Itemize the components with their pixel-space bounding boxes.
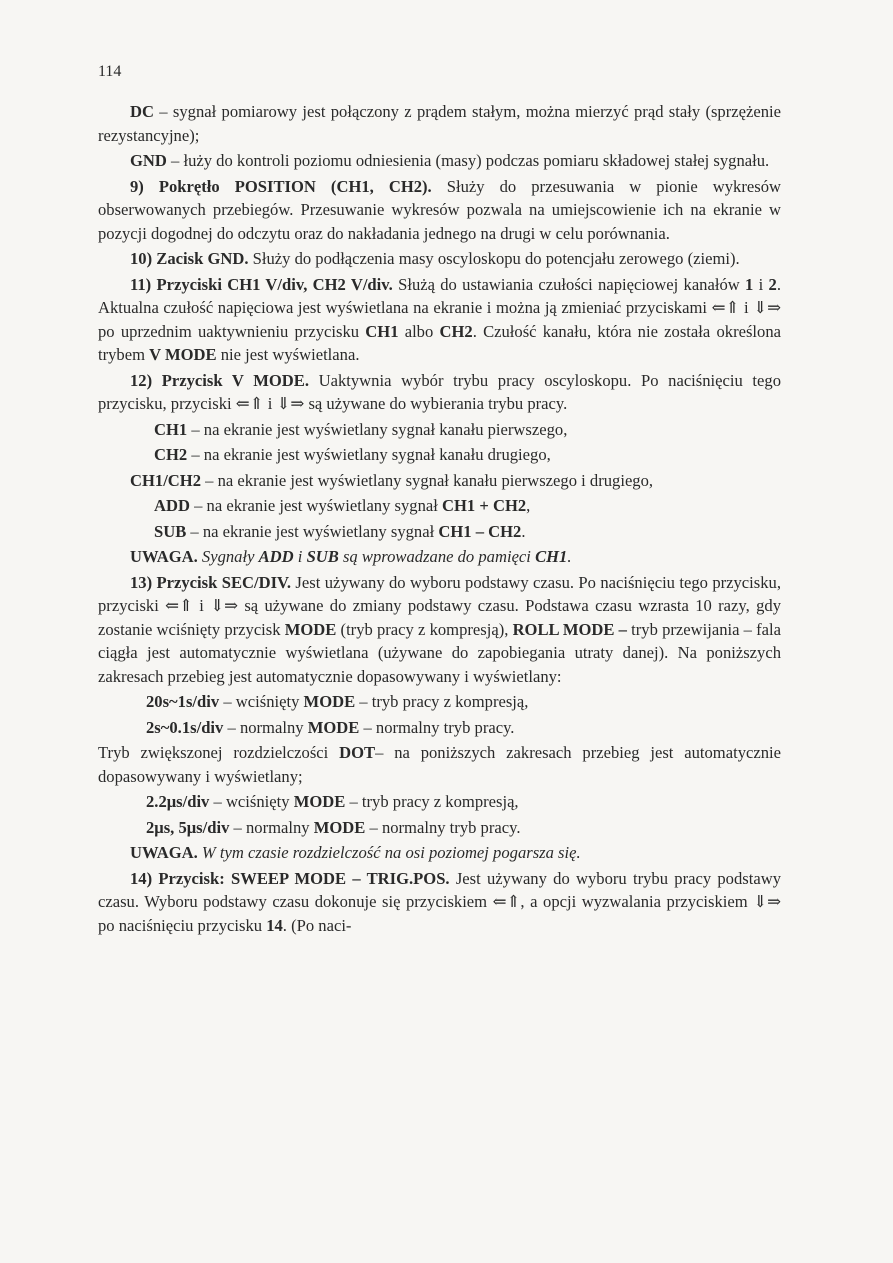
- paragraph: [98, 418, 781, 442]
- paragraph: [98, 520, 781, 544]
- emphasis-run: CH1 + CH2: [442, 496, 527, 515]
- emphasis-run: Sygnały: [201, 547, 259, 566]
- paragraph: [98, 716, 781, 740]
- text-run: Jest używany do wyboru trybu pracy podstawy czasu. Wyboru podstawy czasu dokonuje się przyciskiem ⇐⇑, a opcji wyzwalania przyciskiem ⇓⇒ po naciśnięciu przycisku: [98, 868, 781, 935]
- text-run: – na poniższych zakresach przebieg jest automatycznie dopasowywany i wyświetlany;: [98, 743, 781, 786]
- paragraph: [98, 790, 781, 814]
- emphasis-run: DOT: [339, 743, 376, 762]
- emphasis-run: 1: [745, 274, 754, 294]
- text-run: (tryb pracy z kompresją),: [336, 619, 513, 639]
- paragraph: [98, 469, 781, 493]
- text-run: – wciśnięty: [209, 792, 294, 811]
- text-run: . (Po naci-: [282, 915, 352, 935]
- emphasis-run: CH1/CH2: [130, 470, 201, 490]
- paragraph: [98, 247, 781, 271]
- text-run: – na ekranie jest wyświetlany sygnał kanału pierwszego i drugiego,: [201, 470, 654, 490]
- text-run: i: [753, 274, 769, 294]
- text-run: nie jest wyświetlana.: [216, 345, 360, 364]
- emphasis-run: CH2: [154, 445, 188, 464]
- emphasis-run: 2.2μs/div: [146, 792, 210, 811]
- emphasis-run: MODE: [284, 619, 337, 639]
- emphasis-run: CH2: [439, 321, 473, 341]
- text-run: Służy do podłączenia masy oscyloskopu do potencjału zerowego (ziemi).: [248, 249, 740, 268]
- emphasis-run: CH1: [154, 419, 188, 439]
- text-run: – na ekranie jest wyświetlany sygnał: [186, 521, 439, 541]
- paragraph: [98, 545, 781, 569]
- text-run: – normalny tryb pracy.: [359, 717, 515, 737]
- emphasis-run: CH1: [535, 547, 568, 566]
- emphasis-run: i: [293, 547, 307, 566]
- text-run: – sygnał pomiarowy jest połączony z prądem stałym, można mierzyć prąd stały (sprzężenie rezystancyjne);: [98, 102, 781, 145]
- emphasis-run: MODE: [307, 717, 360, 737]
- emphasis-run: 10) Zacisk GND.: [130, 249, 249, 268]
- emphasis-run: 2s~0.1s/div: [146, 717, 224, 737]
- paragraph: [98, 443, 781, 467]
- emphasis-run: 14) Przycisk: SWEEP MODE – TRIG.POS.: [130, 868, 450, 888]
- text-run: – wciśnięty: [219, 692, 304, 711]
- emphasis-run: 2: [768, 274, 777, 294]
- emphasis-run: 2μs, 5μs/div: [146, 817, 230, 837]
- text-run: – na ekranie jest wyświetlany sygnał: [189, 496, 443, 515]
- emphasis-run: UWAGA.: [130, 843, 198, 862]
- paragraph: [98, 100, 781, 147]
- emphasis-run: 13) Przycisk SEC/DIV.: [130, 572, 292, 592]
- text-run: – na ekranie jest wyświetlany sygnał kanału pierwszego,: [187, 419, 568, 439]
- emphasis-run: 11) Przyciski CH1 V/div, CH2 V/div.: [130, 274, 393, 294]
- text-run: ,: [526, 496, 531, 515]
- text-run: – na ekranie jest wyświetlany sygnał kanału drugiego,: [187, 445, 551, 464]
- text-run: tryb przewijania – fala ciągła jest automatycznie wyświetlana (używane do zapobiegania utraty danej). Na poniższych zakresach przebieg jest automatycznie dopasowywany i wyświetlany:: [98, 619, 781, 686]
- text-run: – normalny: [229, 817, 314, 837]
- emphasis-run: W tym czasie rozdzielczość na osi poziomej pogarsza się.: [201, 843, 581, 862]
- emphasis-run: GND: [130, 151, 167, 170]
- text-run: Służą do ustawiania czułości napięciowej kanałów: [392, 274, 746, 294]
- emphasis-run: MODE: [293, 792, 346, 811]
- text-run: Tryb zwiększonej rozdzielczości: [98, 743, 340, 762]
- emphasis-run: CH1: [365, 321, 399, 341]
- text-run: – tryb pracy z kompresją,: [345, 792, 519, 811]
- emphasis-run: DC: [130, 102, 154, 121]
- emphasis-run: MODE: [303, 692, 356, 711]
- emphasis-run: MODE: [313, 817, 366, 837]
- emphasis-run: ROLL MODE –: [512, 619, 627, 639]
- page-number: 114: [98, 63, 122, 80]
- emphasis-run: 9) Pokrętło POSITION (CH1, CH2).: [130, 176, 432, 196]
- emphasis-run: ADD: [154, 496, 190, 515]
- emphasis-run: 14: [266, 915, 283, 935]
- emphasis-run: V MODE: [149, 345, 217, 364]
- paragraph: [98, 841, 781, 865]
- emphasis-run: 12) Przycisk V MODE.: [130, 370, 309, 390]
- text-run: – tryb pracy z kompresją,: [355, 692, 529, 711]
- text-run: . Czułość kanału, która nie została określona trybem: [98, 321, 781, 364]
- text-run: – normalny: [223, 717, 308, 737]
- text-run: . Aktualna czułość napięciowa jest wyświetlana na ekranie i można ją zmieniać przyciskami ⇐⇑ i ⇓⇒ po uprzednim uaktywnieniu przycisku: [98, 274, 781, 341]
- text-run: albo: [398, 321, 440, 341]
- emphasis-run: 20s~1s/div: [146, 692, 220, 711]
- emphasis-run: są wprowadzane do pamięci: [338, 547, 536, 566]
- paragraph: [98, 816, 781, 840]
- paragraph: [98, 571, 781, 689]
- page-body: [98, 100, 781, 939]
- paragraph: [98, 369, 781, 416]
- emphasis-run: ADD: [258, 547, 294, 566]
- emphasis-run: .: [567, 547, 572, 566]
- paragraph: [98, 690, 781, 714]
- text-run: Uaktywnia wybór trybu pracy oscyloskopu. Po naciśnięciu tego przycisku, przyciski ⇐⇑ i ⇓⇒ są używane do wybierania trybu pracy.: [98, 370, 781, 413]
- paragraph: [98, 175, 781, 246]
- emphasis-run: SUB: [306, 547, 339, 566]
- paragraph: [98, 149, 781, 173]
- text-run: – łuży do kontroli poziomu odniesienia (masy) podczas pomiaru składowej stałej sygnału.: [166, 151, 770, 170]
- paragraph: [98, 741, 781, 788]
- text-run: Służy do przesuwania w pionie wykresów obserwowanych przebiegów. Przesuwanie wykresów pozwala na umiejscowienie ich na ekranie w pozycji dogodnej do odczytu oraz do nakładania jednego na drugi w celu porównania.: [98, 176, 781, 243]
- text-run: .: [521, 521, 526, 541]
- paragraph: [98, 494, 781, 518]
- emphasis-run: CH1 – CH2: [438, 521, 522, 541]
- text-run: Jest używany do wyboru podstawy czasu. Po naciśnięciu tego przycisku, przyciski ⇐⇑ i ⇓⇒ są używane do zmiany podstawy czasu. Podstawa czasu wzrasta 10 razy, gdy zostanie wciśnięty przycisk: [98, 572, 781, 639]
- emphasis-run: UWAGA.: [130, 547, 198, 566]
- emphasis-run: SUB: [154, 521, 187, 541]
- text-run: – normalny tryb pracy.: [365, 817, 521, 837]
- paragraph: [98, 273, 781, 367]
- paragraph: [98, 867, 781, 938]
